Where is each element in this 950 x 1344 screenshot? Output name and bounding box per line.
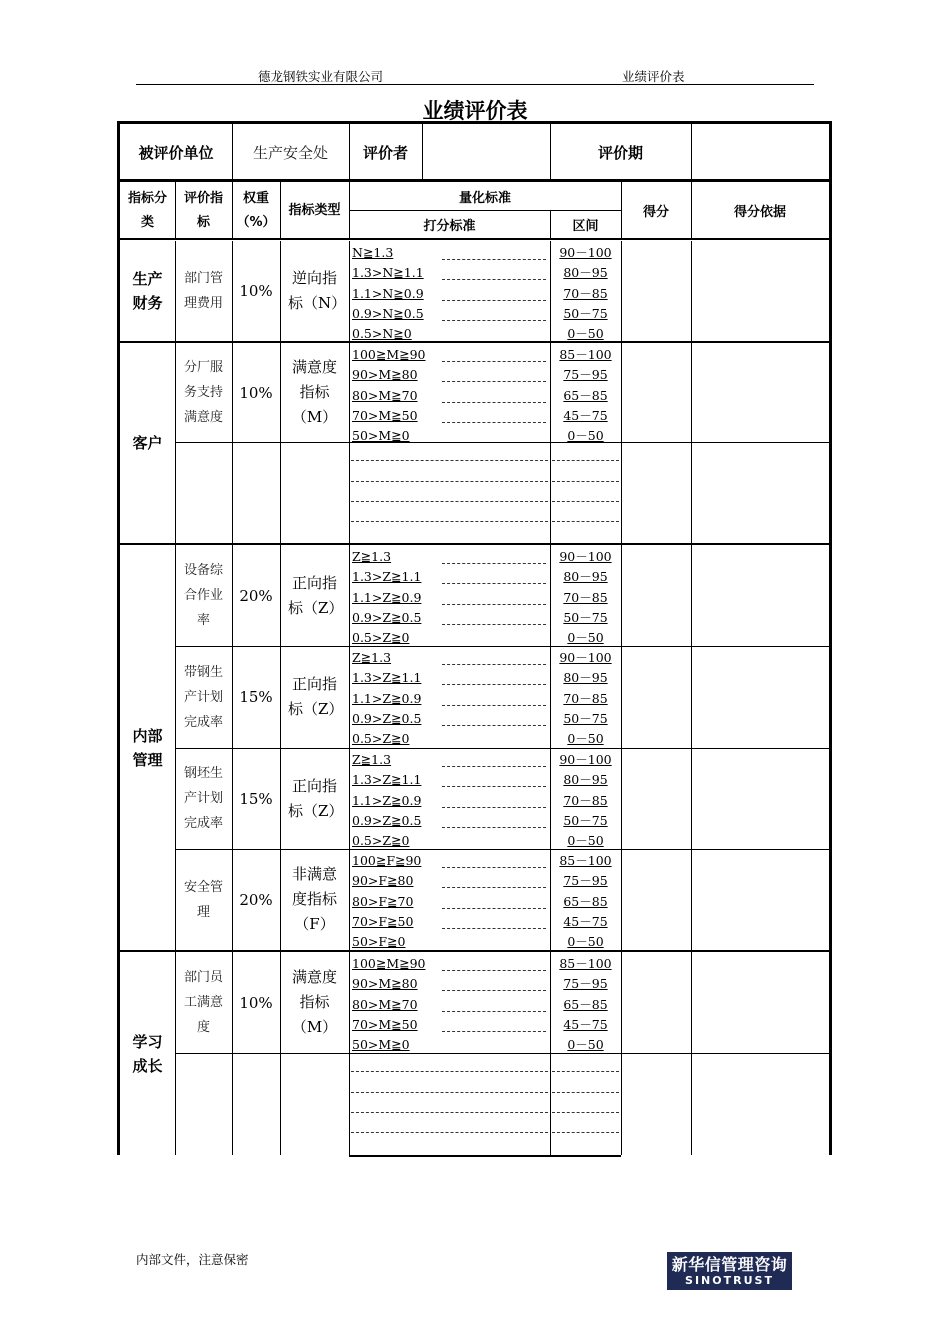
criteria-leader	[442, 766, 546, 767]
header-rule	[136, 84, 814, 85]
criteria-line: 80>M≧70	[352, 996, 418, 1012]
range-line: 70－85	[563, 792, 608, 808]
column-header-quant: 量化标准	[458, 190, 511, 206]
criteria-line: 0.9>Z≧0.5	[352, 812, 422, 828]
type-cell: 满意度指标（M）	[291, 358, 338, 426]
indicator-cell: 部门员工满意度	[183, 970, 223, 1035]
criteria-line: 80>M≧70	[352, 387, 418, 403]
criteria-line: 0.5>Z≧0	[352, 731, 410, 747]
range-line: 90－100	[559, 245, 612, 260]
range-line: 70－85	[563, 690, 608, 706]
criteria-line: 1.1>Z≧0.9	[352, 589, 422, 605]
criteria-line: 0.5>Z≧0	[352, 833, 410, 849]
range-line: 50－75	[563, 609, 608, 625]
criteria-line: 1.3>N≧1.1	[352, 265, 424, 281]
period-value[interactable]	[691, 124, 829, 180]
criteria-line: 0.9>Z≧0.5	[352, 710, 422, 726]
grid-line	[550, 241, 551, 341]
basis-cell[interactable]	[691, 442, 829, 543]
basis-cell[interactable]	[691, 952, 829, 1053]
criteria-line: 0.5>N≧0	[352, 326, 412, 342]
range-line: 0－50	[567, 630, 604, 646]
blank-criteria-line	[351, 1092, 548, 1093]
criteria-line: Z≧1.3	[352, 650, 392, 665]
criteria-line: N≧1.3	[352, 245, 394, 260]
criteria-leader	[442, 928, 546, 929]
score-cell[interactable]	[621, 241, 691, 341]
column-header-score: 得分	[642, 205, 669, 220]
criteria-line: 100≧M≧90	[352, 956, 426, 971]
range-line: 65－85	[563, 893, 608, 909]
criteria-leader	[442, 583, 546, 584]
evaluator-label: 评价者	[362, 143, 408, 162]
grid-line	[280, 442, 281, 543]
range-line: 70－85	[563, 589, 608, 605]
criteria-leader	[442, 664, 546, 665]
basis-cell[interactable]	[691, 849, 829, 950]
indicator-cell: 安全管理	[183, 879, 223, 920]
range-line: 90－100	[559, 650, 612, 665]
basis-cell[interactable]	[691, 646, 829, 748]
indicator-cell: 设备综合作业率	[183, 563, 223, 628]
range-line: 0－50	[567, 934, 604, 950]
type-cell: 非满意度指标（F）	[291, 865, 337, 933]
criteria-line: 90>M≧80	[352, 367, 418, 383]
sinotrust-logo	[667, 1252, 792, 1290]
criteria-line: 80>F≧70	[352, 893, 414, 909]
criteria-line: 0.5>Z≧0	[352, 630, 410, 646]
criteria-leader	[442, 279, 546, 280]
category-cell: 客户	[132, 434, 163, 452]
weight-cell: 10%	[239, 993, 273, 1012]
criteria-leader	[442, 887, 546, 888]
weight-cell: 15%	[239, 789, 273, 808]
type-cell: 正向指标（Z）	[288, 675, 344, 718]
criteria-line: 70>M≧50	[352, 1016, 418, 1032]
criteria-line: 50>M≧0	[352, 1037, 410, 1053]
criteria-leader	[442, 624, 546, 625]
criteria-leader	[442, 908, 546, 909]
range-line: 80－95	[563, 265, 608, 281]
criteria-leader	[442, 970, 546, 971]
basis-cell[interactable]	[691, 748, 829, 849]
criteria-leader	[442, 807, 546, 808]
criteria-line: 100≧M≧90	[352, 347, 426, 362]
criteria-leader	[442, 1031, 546, 1032]
score-cell[interactable]	[621, 343, 691, 442]
blank-range-line	[552, 1092, 619, 1093]
criteria-line: 0.9>N≧0.5	[352, 305, 424, 321]
criteria-leader	[442, 604, 546, 605]
criteria-line: Z≧1.3	[352, 752, 392, 767]
criteria-line: 70>F≧50	[352, 913, 414, 929]
range-line: 70－85	[563, 285, 608, 301]
criteria-line: 50>F≧0	[352, 934, 406, 950]
logo-chinese-text: 新华信管理咨询	[671, 1254, 788, 1274]
evaluated-unit-label: 被评价单位	[138, 143, 214, 162]
blank-range-line	[552, 481, 619, 482]
criteria-leader	[442, 990, 546, 991]
criteria-line: 1.3>Z≧1.1	[352, 569, 422, 585]
range-line: 85－100	[559, 956, 612, 971]
range-line: 45－75	[563, 913, 608, 929]
range-line: 85－100	[559, 347, 612, 362]
column-header-range: 区间	[572, 219, 599, 234]
range-line: 80－95	[563, 772, 608, 788]
column-header-type: 指标类型	[288, 202, 341, 218]
criteria-leader	[442, 725, 546, 726]
range-line: 45－75	[563, 1016, 608, 1032]
score-cell[interactable]	[621, 849, 691, 950]
indicator-cell: 带钢生产计划完成率	[183, 664, 223, 730]
score-cell[interactable]	[621, 1053, 691, 1155]
criteria-line: 90>F≧80	[352, 873, 414, 889]
type-cell: 正向指标（Z）	[288, 573, 344, 617]
range-line: 85－100	[559, 853, 612, 868]
criteria-leader	[442, 361, 546, 362]
blank-criteria-line	[351, 1112, 548, 1113]
column-header-criteria: 打分标准	[423, 219, 476, 234]
criteria-leader	[442, 786, 546, 787]
category-cell: 生产财务	[132, 270, 163, 312]
blank-range-line	[552, 501, 619, 502]
score-cell[interactable]	[621, 545, 691, 646]
basis-cell[interactable]	[691, 241, 829, 341]
grid-line	[550, 646, 551, 748]
range-line: 0－50	[567, 833, 604, 849]
blank-range-line	[552, 460, 619, 461]
range-line: 75－95	[563, 367, 608, 383]
period-label: 评价期	[597, 143, 643, 162]
indicator-cell-empty[interactable]	[175, 442, 232, 543]
evaluated-unit-value: 生产安全处	[252, 143, 328, 162]
criteria-line: Z≧1.3	[352, 549, 392, 564]
blank-criteria-line	[351, 501, 548, 502]
grid-line	[550, 748, 551, 849]
criteria-leader	[442, 827, 546, 828]
criteria-leader	[442, 259, 546, 260]
blank-criteria-line	[351, 460, 548, 461]
blank-criteria-line	[351, 1132, 548, 1133]
grid-line	[550, 1053, 551, 1155]
range-line: 90－100	[559, 752, 612, 767]
basis-cell[interactable]	[691, 545, 829, 646]
criteria-line: 1.1>N≧0.9	[352, 285, 424, 301]
type-cell: 满意度指标（M）	[291, 968, 338, 1036]
column-header-basis: 得分依据	[733, 205, 786, 220]
criteria-line: 1.1>Z≧0.9	[352, 690, 422, 706]
column-header-category: 指标分类	[127, 190, 167, 230]
range-line: 50－75	[563, 812, 608, 828]
score-cell[interactable]	[621, 442, 691, 543]
criteria-leader	[442, 402, 546, 403]
grid-line	[550, 849, 551, 950]
range-line: 90－100	[559, 549, 612, 564]
weight-cell: 10%	[239, 383, 273, 402]
criteria-leader	[442, 705, 546, 706]
grid-line	[550, 442, 551, 543]
weight-cell: 20%	[239, 586, 273, 605]
blank-range-line	[552, 1071, 619, 1072]
weight-cell: 20%	[239, 890, 273, 909]
range-line: 65－85	[563, 387, 608, 403]
blank-range-line	[552, 1112, 619, 1113]
indicator-cell: 分厂服务支持满意度	[183, 360, 223, 425]
basis-cell[interactable]	[691, 343, 829, 442]
range-line: 75－95	[563, 976, 608, 992]
range-line: 50－75	[563, 305, 608, 321]
criteria-line: 1.3>Z≧1.1	[352, 772, 422, 788]
range-line: 45－75	[563, 407, 608, 423]
criteria-leader	[442, 381, 546, 382]
type-cell: 正向指标（Z）	[288, 776, 344, 820]
criteria-line: 1.1>Z≧0.9	[352, 792, 422, 808]
indicator-cell-empty[interactable]	[175, 1053, 232, 1155]
range-line: 0－50	[567, 326, 604, 342]
range-line: 80－95	[563, 670, 608, 686]
range-line: 75－95	[563, 873, 608, 889]
range-line: 0－50	[567, 1037, 604, 1053]
range-line: 65－85	[563, 996, 608, 1012]
page-header-company: 德龙钢铁实业有限公司	[258, 69, 384, 84]
criteria-line: 50>M≧0	[352, 428, 410, 444]
column-header-weight: 权重（%）	[236, 190, 276, 230]
criteria-leader	[442, 320, 546, 321]
criteria-leader	[442, 867, 546, 868]
blank-criteria-line	[351, 1071, 548, 1072]
blank-range-line	[552, 521, 619, 522]
quant-bottom-rule	[349, 1155, 621, 1157]
category-cell: 学习成长	[132, 1032, 163, 1075]
criteria-line: 100≧F≧90	[352, 853, 422, 868]
indicator-cell: 钢坯生产计划完成率	[183, 766, 223, 831]
document-title: 业绩评价表	[422, 99, 528, 123]
criteria-leader	[442, 300, 546, 301]
criteria-line: 1.3>Z≧1.1	[352, 670, 422, 686]
type-cell: 逆向指标（N）	[288, 269, 347, 312]
grid-line	[550, 545, 551, 646]
criteria-leader	[442, 563, 546, 564]
grid-line	[550, 343, 551, 442]
range-line: 80－95	[563, 569, 608, 585]
category-cell: 内部管理	[132, 726, 163, 769]
grid-line	[550, 952, 551, 1053]
score-cell[interactable]	[621, 952, 691, 1053]
weight-cell: 10%	[239, 282, 273, 300]
criteria-leader	[442, 1011, 546, 1012]
blank-criteria-line	[351, 521, 548, 522]
blank-range-line	[552, 1132, 619, 1133]
column-header-indicator: 评价指标	[183, 190, 223, 230]
grid-line	[349, 1053, 350, 1155]
criteria-leader	[442, 422, 546, 423]
score-cell[interactable]	[621, 646, 691, 748]
score-cell[interactable]	[621, 748, 691, 849]
range-line: 50－75	[563, 710, 608, 726]
evaluator-value[interactable]	[422, 124, 550, 180]
grid-line	[280, 1053, 281, 1155]
blank-criteria-line	[351, 481, 548, 482]
weight-cell: 15%	[239, 688, 273, 706]
criteria-line: 0.9>Z≧0.5	[352, 609, 422, 625]
grid-line	[349, 442, 350, 543]
criteria-leader	[442, 684, 546, 685]
indicator-cell: 部门管理费用	[183, 271, 223, 311]
logo-english-text: SINOTRUST	[685, 1273, 774, 1287]
basis-cell[interactable]	[691, 1053, 829, 1155]
criteria-line: 90>M≧80	[352, 976, 418, 992]
criteria-line: 70>M≧50	[352, 407, 418, 423]
range-line: 0－50	[567, 428, 604, 444]
range-line: 0－50	[567, 731, 604, 747]
footer-note: 内部文件，注意保密	[136, 1252, 249, 1267]
page-header-docname: 业绩评价表	[622, 69, 685, 84]
